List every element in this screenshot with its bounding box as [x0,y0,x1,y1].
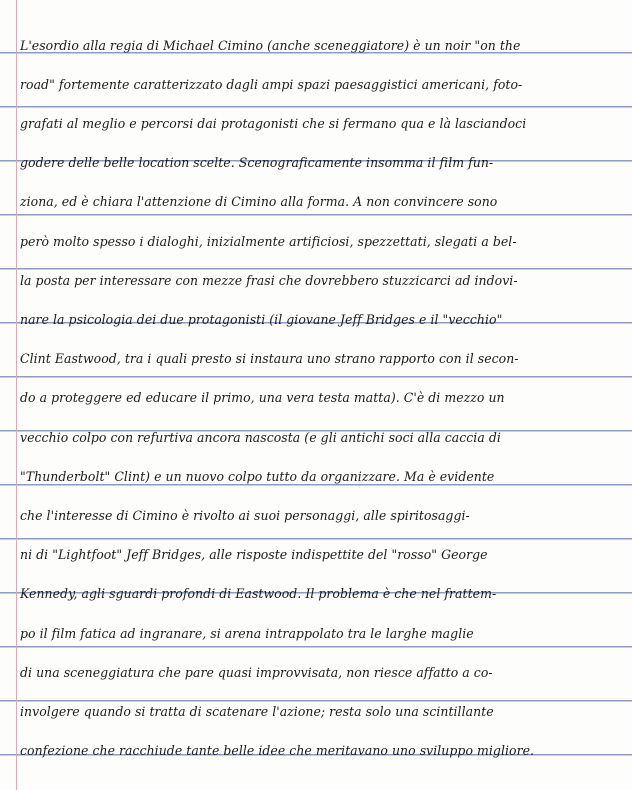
margin-line [16,0,17,790]
text-line-7: la posta per interessare con mezze frasi che dovrebbero stuzzicarci ad indovi- [20,272,518,288]
text-line-15: Kennedy, agli sguardi profondi di Eastwood. Il problema è che nel frattem- [20,586,497,602]
text-line-16: po il film fatica ad ingranare, si arena intrappolato tra le larghe maglie [20,625,474,641]
text-line-17: di una sceneggiatura che pare quasi improvvisata, non riesce affatto a co- [20,664,493,680]
text-line-19: confezione che racchiude tante belle idee che meritavano uno sviluppo migliore. [20,743,535,759]
text-line-2: road" fortemente caratterizzato dagli ampi spazi paesaggistici americani, foto- [20,76,523,92]
text-line-6: però molto spesso i dialoghi, inizialmente artificiosi, spezzettati, slegati a bel- [20,233,517,249]
text-line-14: ni di "Lightfoot" Jeff Bridges, alle risposte indispettite del "rosso" George [20,547,488,563]
text-line-8: nare la psicologia dei due protagonisti (il giovane Jeff Bridges e il "vecchio" [20,311,503,327]
text-line-13: che l'interesse di Cimino è rivolto ai suoi personaggi, alle spiritosaggi- [20,507,470,523]
text-line-4: godere delle belle location scelte. Scenograficamente insomma il film fun- [20,155,494,171]
text-line-11: vecchio colpo con refurtiva ancora nascosta (e gli antichi soci alla caccia di [20,429,501,445]
text-line-18: involgere quando si tratta di scatenare l'azione; resta solo una scintillante [20,703,494,719]
text-line-3: grafati al meglio e percorsi dai protagonisti che si fermano qua e là lasciandoci [20,115,527,131]
text-line-1: L'esordio alla regia di Michael Cimino (anche sceneggiatore) è un noir "on the [20,37,521,53]
text-line-5: ziona, ed è chiara l'attenzione di Cimino alla forma. A non convincere sono [20,194,498,210]
text-line-12: "Thunderbolt" Clint) e un nuovo colpo tutto da organizzare. Ma è evidente [20,468,495,484]
text-line-9: Clint Eastwood, tra i quali presto si instaura uno strano rapporto con il secon- [20,351,519,367]
text-line-10: do a proteggere ed educare il primo, una vera testa matta). C'è di mezzo un [20,390,505,406]
